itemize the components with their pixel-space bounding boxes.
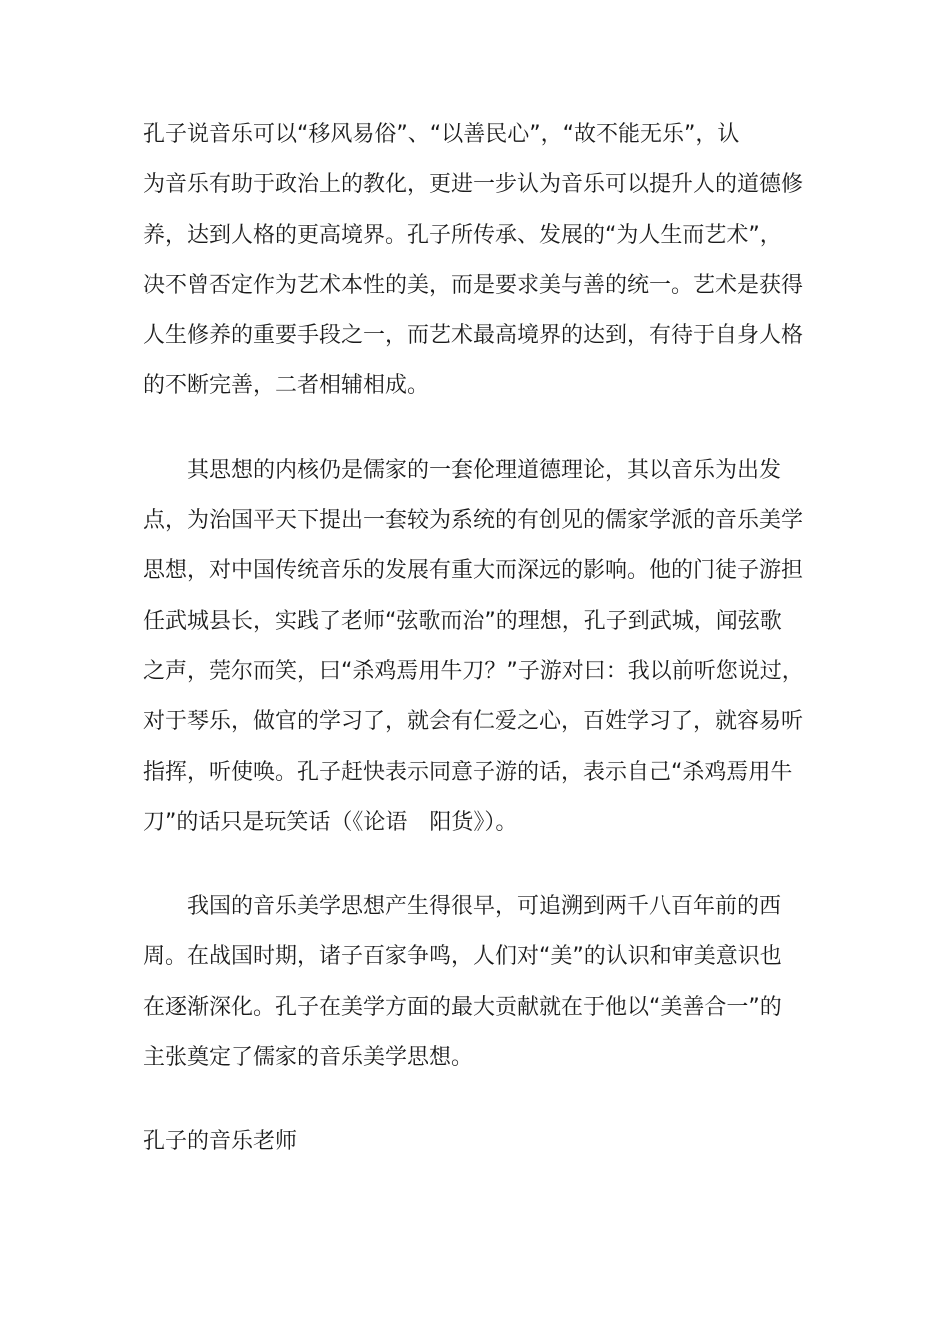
text-line: 点，为治国平天下提出一套较为系统的有创见的儒家学派的音乐美学: [143, 508, 804, 534]
paragraph-2: [143, 446, 811, 848]
section-heading-text: 孔子的音乐老师: [143, 1129, 298, 1155]
text-line: 对于琴乐，做官的学习了，就会有仁爱之心，百姓学习了，就容易听: [143, 709, 804, 735]
document-body: [143, 110, 811, 1168]
section-heading: [143, 1117, 811, 1167]
text-line: 思想，对中国传统音乐的发展有重大而深远的影响。他的门徒子游担: [143, 558, 804, 584]
text-line: 为音乐有助于政治上的教化，更进一步认为音乐可以提升人的道德修: [143, 172, 804, 198]
text-line: 之声，莞尔而笑，曰“杀鸡焉用牛刀？”子游对曰：我以前听您说过，: [143, 658, 804, 684]
text-line: 周。在战国时期，诸子百家争鸣，人们对“美”的认识和审美意识也: [143, 944, 782, 970]
text-line: 在逐渐深化。孔子在美学方面的最大贡献就在于他以“美善合一”的: [143, 994, 782, 1020]
text-line: 主张奠定了儒家的音乐美学思想。: [143, 1045, 474, 1071]
text-line: 养，达到人格的更高境界。孔子所传承、发展的“为人生而艺术”，: [143, 222, 782, 248]
text-line: 其思想的内核仍是儒家的一套伦理道德理论，其以音乐为出发: [187, 457, 782, 483]
text-line: 决不曾否定作为艺术本性的美，而是要求美与善的统一。艺术是获得: [143, 272, 804, 298]
text-line: 任武城县长，实践了老师“弦歌而治”的理想，孔子到武城，闻弦歌: [143, 608, 782, 634]
text-line: 孔子说音乐可以“移风易俗”、“以善民心”，“故不能无乐”，认: [143, 122, 740, 147]
text-line: 的不断完善，二者相辅相成。: [143, 373, 430, 399]
text-line: 我国的音乐美学思想产生得很早，可追溯到两千八百年前的西: [187, 894, 782, 920]
paragraph-1: [143, 110, 811, 412]
text-line: 刀”的话只是玩笑话（《论语 阳货》）。: [143, 809, 518, 835]
text-line: 人生修养的重要手段之一，而艺术最高境界的达到，有待于自身人格: [143, 323, 804, 349]
paragraph-3: [143, 882, 811, 1083]
text-line: 指挥，听使唤。孔子赶快表示同意子游的话，表示自己“杀鸡焉用牛: [143, 759, 793, 785]
